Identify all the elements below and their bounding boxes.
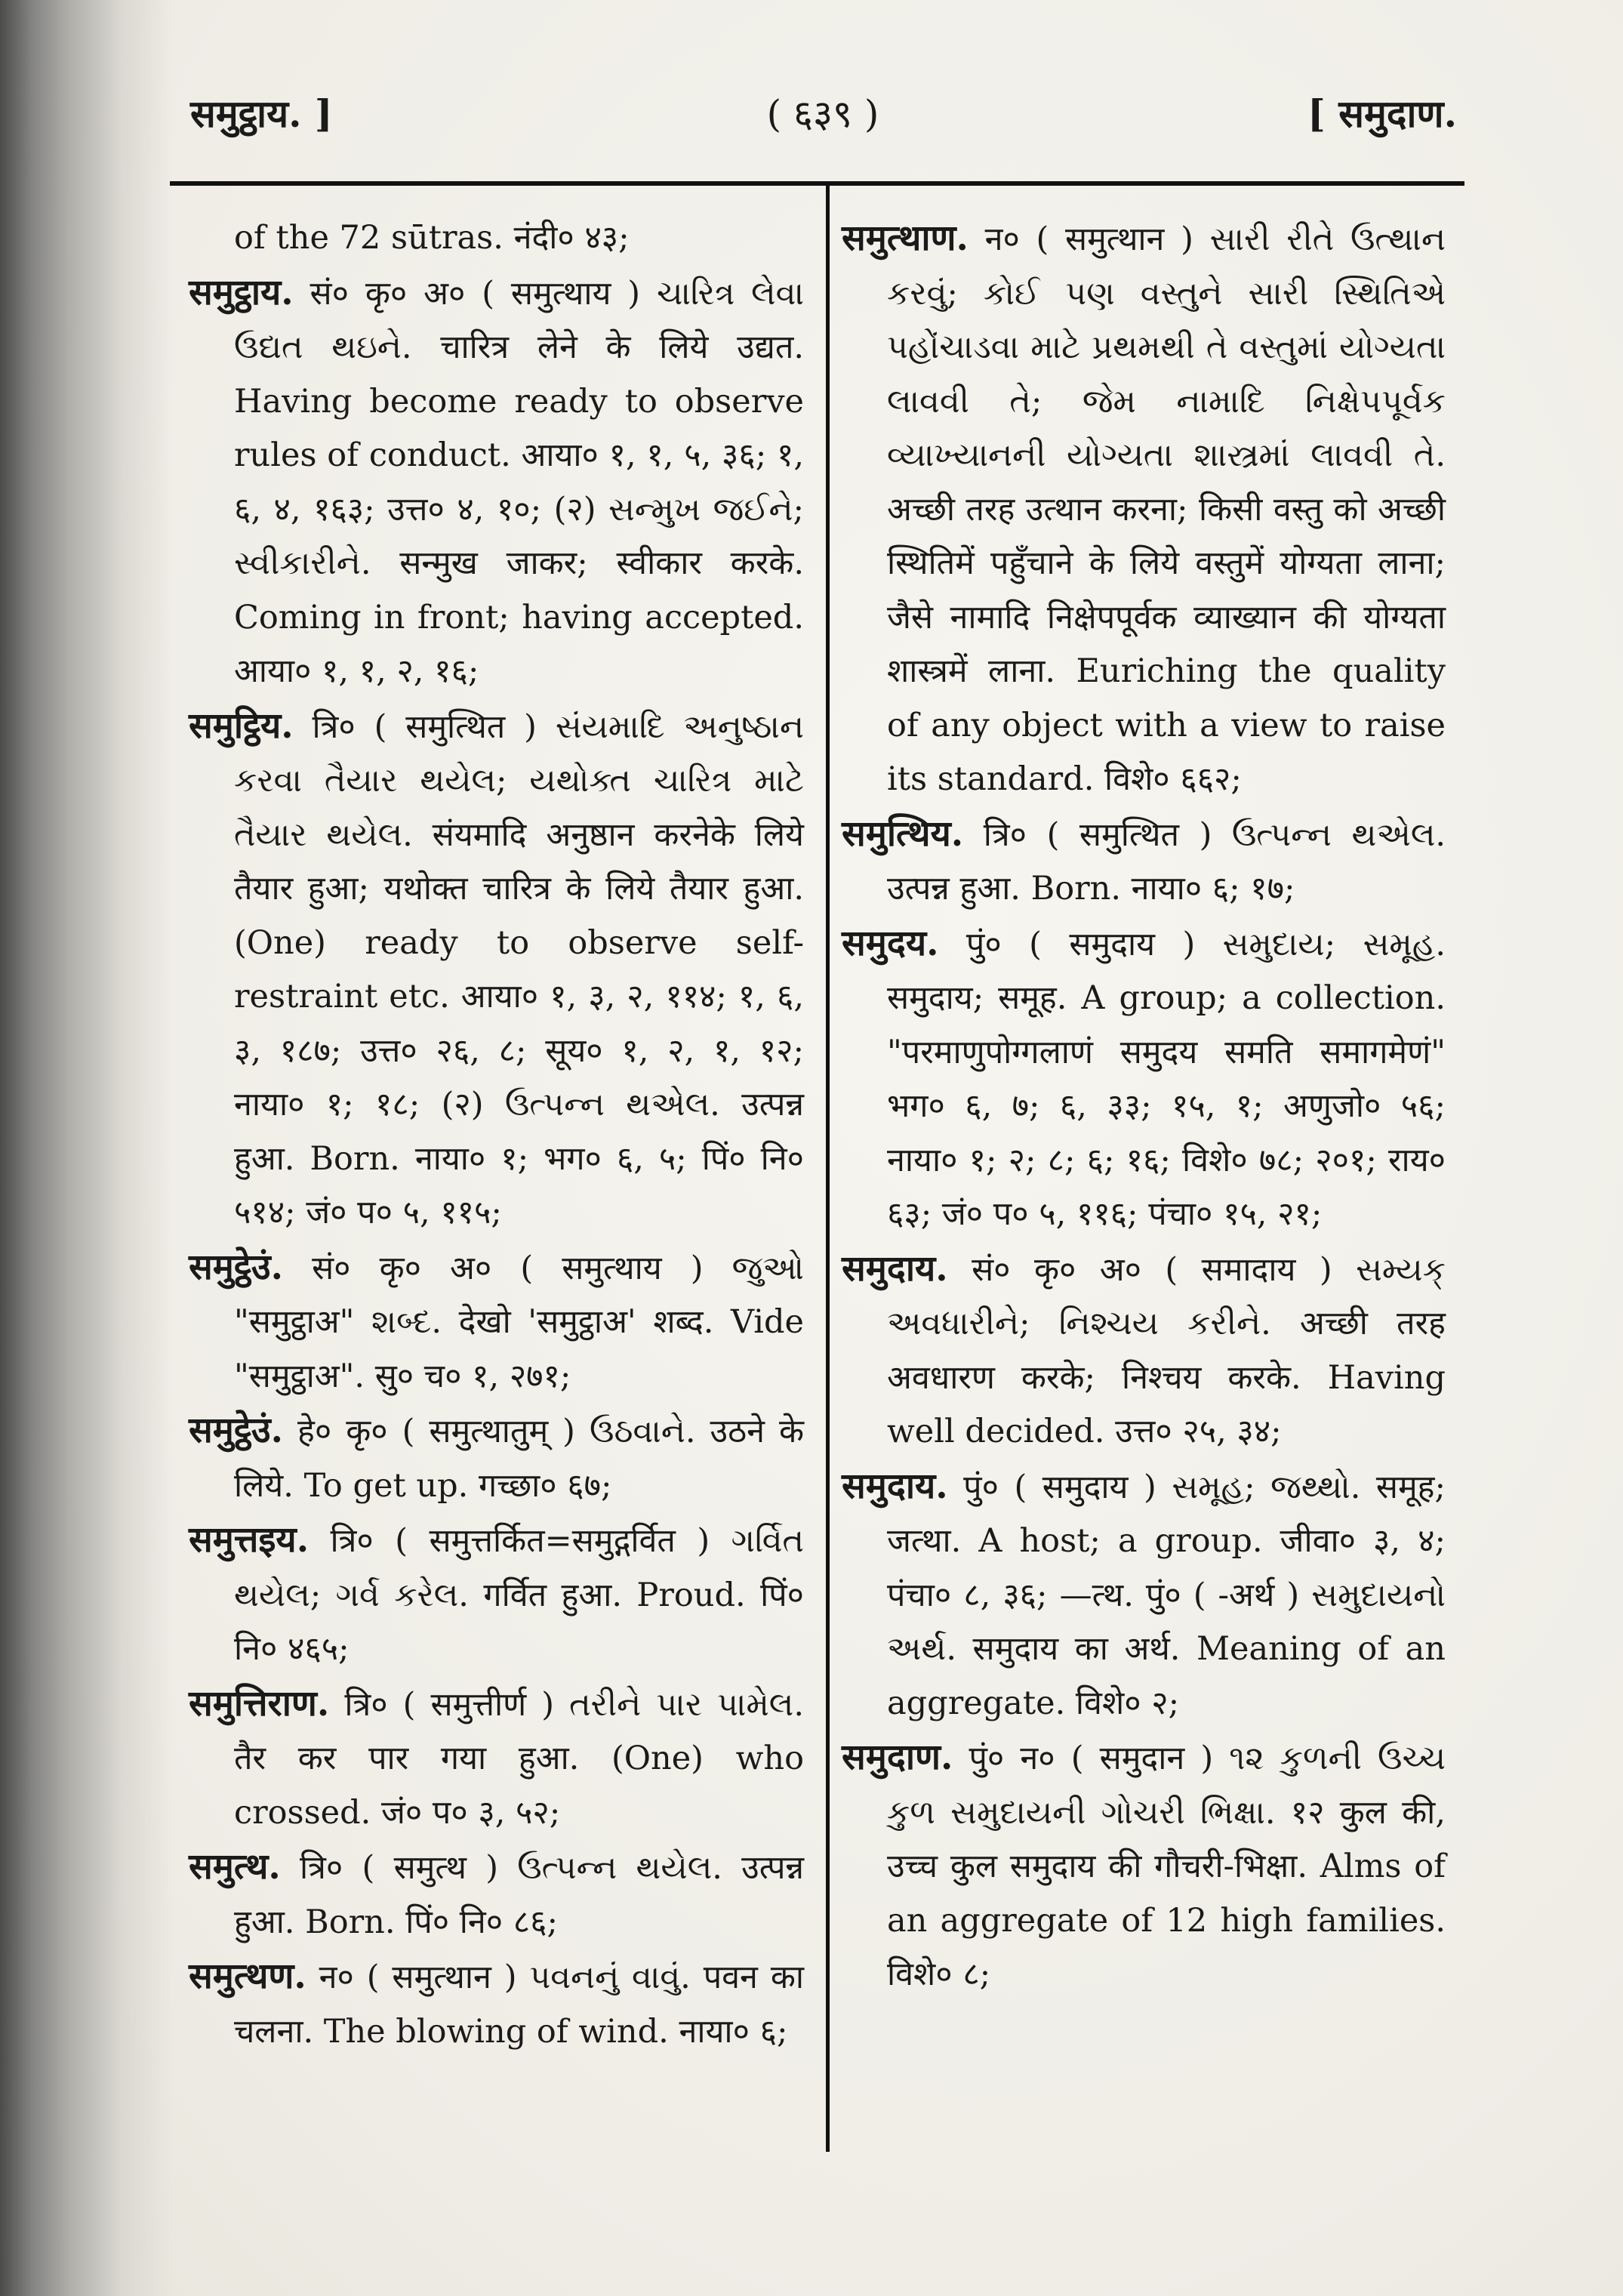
- page-header: [181, 79, 1457, 147]
- entry-headword: समुत्तइय.: [189, 1519, 310, 1561]
- entry-definition: त्रि० ( समुत्तीर्ण ) તરીને પાર પામેલ. तैर कर पार गया हुआ. (One) who crossed. जं० प० ३, ५२;: [234, 1685, 804, 1832]
- dictionary-entry: [189, 1840, 804, 1949]
- page-number: ( ६३९ ): [766, 92, 879, 136]
- entry-headword: समुट्ठेउं.: [189, 1410, 283, 1451]
- entry-definition: सं० कृ० अ० ( समुत्थाय ) જુઓ "समुट्ठाअ" શબ્દ. देखो 'समुट्ठाअ' शब्द. Vide "समुट्ठाअ". सु० च० १, २७१;: [234, 1249, 804, 1395]
- dictionary-entry: [842, 917, 1446, 1242]
- dictionary-entry: [842, 1459, 1446, 1731]
- entry-definition: हे० कृ० ( समुत्थातुम् ) ઉઠવાને. उठने के लिये. To get up. गच्छा० ६७;: [234, 1413, 804, 1505]
- dictionary-entry: [842, 1242, 1446, 1459]
- entry-definition: न० ( समुत्थान ) સારી રીતે ઉત્થાન કરવું; કોઈ પણ વસ્તુને સારી સ્થિતિએ પહોંચાડવા માટે પ્રથમથી તે વસ્તુમાં યોગ્યતા લાવવી તે; જેમ નામાદિ નિક્ષેપપૂર્વક વ્યાખ્યાનની યોગ્યતા શાસ્ત્રમાં લાવવી તે. अच्छी तरह उत्थान करना; किसी वस्तु को अच्छी स्थितिमें पहुँचाने के लिये वस्तुमें योग्यता लाना; जैसे नामादि निक्षेपपूर्वक व्याख्यान की योग्यता शास्त्रमें लाना. Euriching the quality of any object with a view to raise its standard. विशे० ६६२;: [887, 220, 1446, 798]
- entry-headword: समुत्तिराण.: [189, 1682, 330, 1724]
- dictionary-entry: [842, 1730, 1446, 2002]
- entry-definition: त्रि० ( समुत्थित ) ઉત્પન્ન થએલ. उत्पन्न हुआ. Born. नाया० ६; १७;: [887, 815, 1446, 908]
- entry-headword: समुट्ठेउं.: [189, 1246, 283, 1288]
- entry-headword: समुदाण.: [842, 1737, 953, 1778]
- entry-headword: समुट्ठाय.: [189, 271, 294, 313]
- dictionary-entry: [189, 699, 804, 1240]
- entry-definition: पुं० ( समुदाय ) સમૂહ; જથ્થો. समूह; जत्था. A host; a group. जीवा० ३, ४; पंचा० ८, ३६; —त्थ. पुं० ( -अर्थ ) સમુદાયનો અર્થ. समुदाय का अर्थ. Meaning of an aggregate. विशे० २;: [887, 1468, 1446, 1722]
- dictionary-entry: [189, 1404, 804, 1513]
- dictionary-entry: [842, 807, 1446, 917]
- entry-definition: of the 72 sūtras. नंदी० ४३;: [234, 219, 630, 257]
- entry-headword: समुट्ठिय.: [189, 704, 294, 747]
- dictionary-entry: [189, 211, 804, 266]
- dictionary-entry: [189, 1949, 804, 2059]
- entry-definition: सं० कृ० अ० ( समुत्थाय ) ચારિત્ર લેવા ઉદ્યત થઇને. चारित्र लेने के लिये उद्यत. Having become ready to observe rules of conduct. आया० १, १, ५, ३६; १, ६, ४, १६३; उत्त० ४, १०; (२) સન્મુખ જઈને; સ્વીકારીને. सन्मुख जाकर; स्वीकार करके. Coming in front; having accepted. आया० १, १, २, १६;: [234, 274, 804, 690]
- entry-headword: समुत्थ.: [189, 1846, 281, 1888]
- dictionary-entry: [189, 266, 804, 699]
- header-right-guideword: [ समुदाण.: [1307, 91, 1457, 136]
- entry-definition: त्रि० ( समुत्थित ) સંયમાદિ અનુષ્ઠાન કરવા તૈયાર થયેલ; યથોક્ત ચારિત્ર માટે તૈયાર થયેલ. संयमादि अनुष्ठान करनेके लिये तैयार हुआ; यथोक्त चारित्र के लिये तैयार हुआ. (One) ready to observe self-restraint etc. आया० १, ३, २, ११४; १, ६, ३, १८७; उत्त० २६, ८; सूय० १, २, १, १२; नाया० १; १८; (२) ઉત્પન્ન થએલ. उत्पन्न हुआ. Born. नाया० १; भग० ६, ५; पिं० नि० ५१४; जं० प० ५, ११५;: [234, 707, 804, 1231]
- entry-definition: न० ( समुत्थान ) પવનનું વાવું. पवन का चलना. The blowing of wind. नाया० ६;: [234, 1959, 804, 2051]
- entry-headword: समुदाय.: [842, 1247, 948, 1290]
- dictionary-entry: [842, 211, 1446, 807]
- entry-headword: समुदाय.: [842, 1465, 948, 1507]
- entry-definition: सं० कृ० अ० ( समादाय ) સમ્યક્ અવધારીને; નિશ્ચય કરીને. अच्छी तरह अवधारण करके; निश्चय करके. Having well decided. उत्त० २५, ३४;: [887, 1250, 1446, 1450]
- entry-headword: समुत्थण.: [189, 1955, 306, 1997]
- entry-headword: समुदय.: [842, 922, 939, 964]
- header-left-guideword: समुट्ठाय. ]: [190, 91, 333, 136]
- header-rule: [170, 181, 1464, 186]
- entry-headword: समुत्थिय.: [842, 812, 964, 855]
- entry-definition: पुं० न० ( समुदान ) ૧૨ કુળની ઉચ્ચ કુળ સમુદાયની ગોચરી ભિક્ષા. १२ कुल की, उच्च कुल समुदाय की गौचरी-भिक्षा. Alms of an aggregate of 12 high families. विशे० ८;: [887, 1740, 1446, 1993]
- entry-definition: त्रि० ( समुत्थ ) ઉત્પન્ન થયેલ. उत्पन्न हुआ. Born. पिं० नि० ८६;: [234, 1849, 804, 1941]
- left-column: [189, 211, 804, 2059]
- entry-headword: समुत्थाण.: [842, 217, 969, 259]
- column-divider: [826, 181, 830, 2152]
- dictionary-entry: [189, 1677, 804, 1841]
- book-spine-shadow: [0, 0, 174, 2296]
- right-column: [842, 211, 1446, 2002]
- entry-definition: त्रि० ( समुत्तर्कित=समुद्गर्वित ) ગર્વિત થયેલ; ગર્વ કરેલ. गर्वित हुआ. Proud. पिं० नि० ४६५;: [234, 1522, 804, 1668]
- dictionary-entry: [189, 1513, 804, 1677]
- entry-definition: पुं० ( समुदाय ) સમુદાય; સમૂહ. समुदाय; समूह. A group; a collection. "परमाणुपोग्गलाणं समुदय समति समागमेणं" भग० ६, ७; ६, ३३; १५, १; अणुजो० ५६; नाया० १; २; ८; ६; १६; विशे० ७८; २०१; राय० ६३; जं० प० ५, ११६; पंचा० १५, २१;: [887, 925, 1446, 1233]
- dictionary-entry: [189, 1240, 804, 1404]
